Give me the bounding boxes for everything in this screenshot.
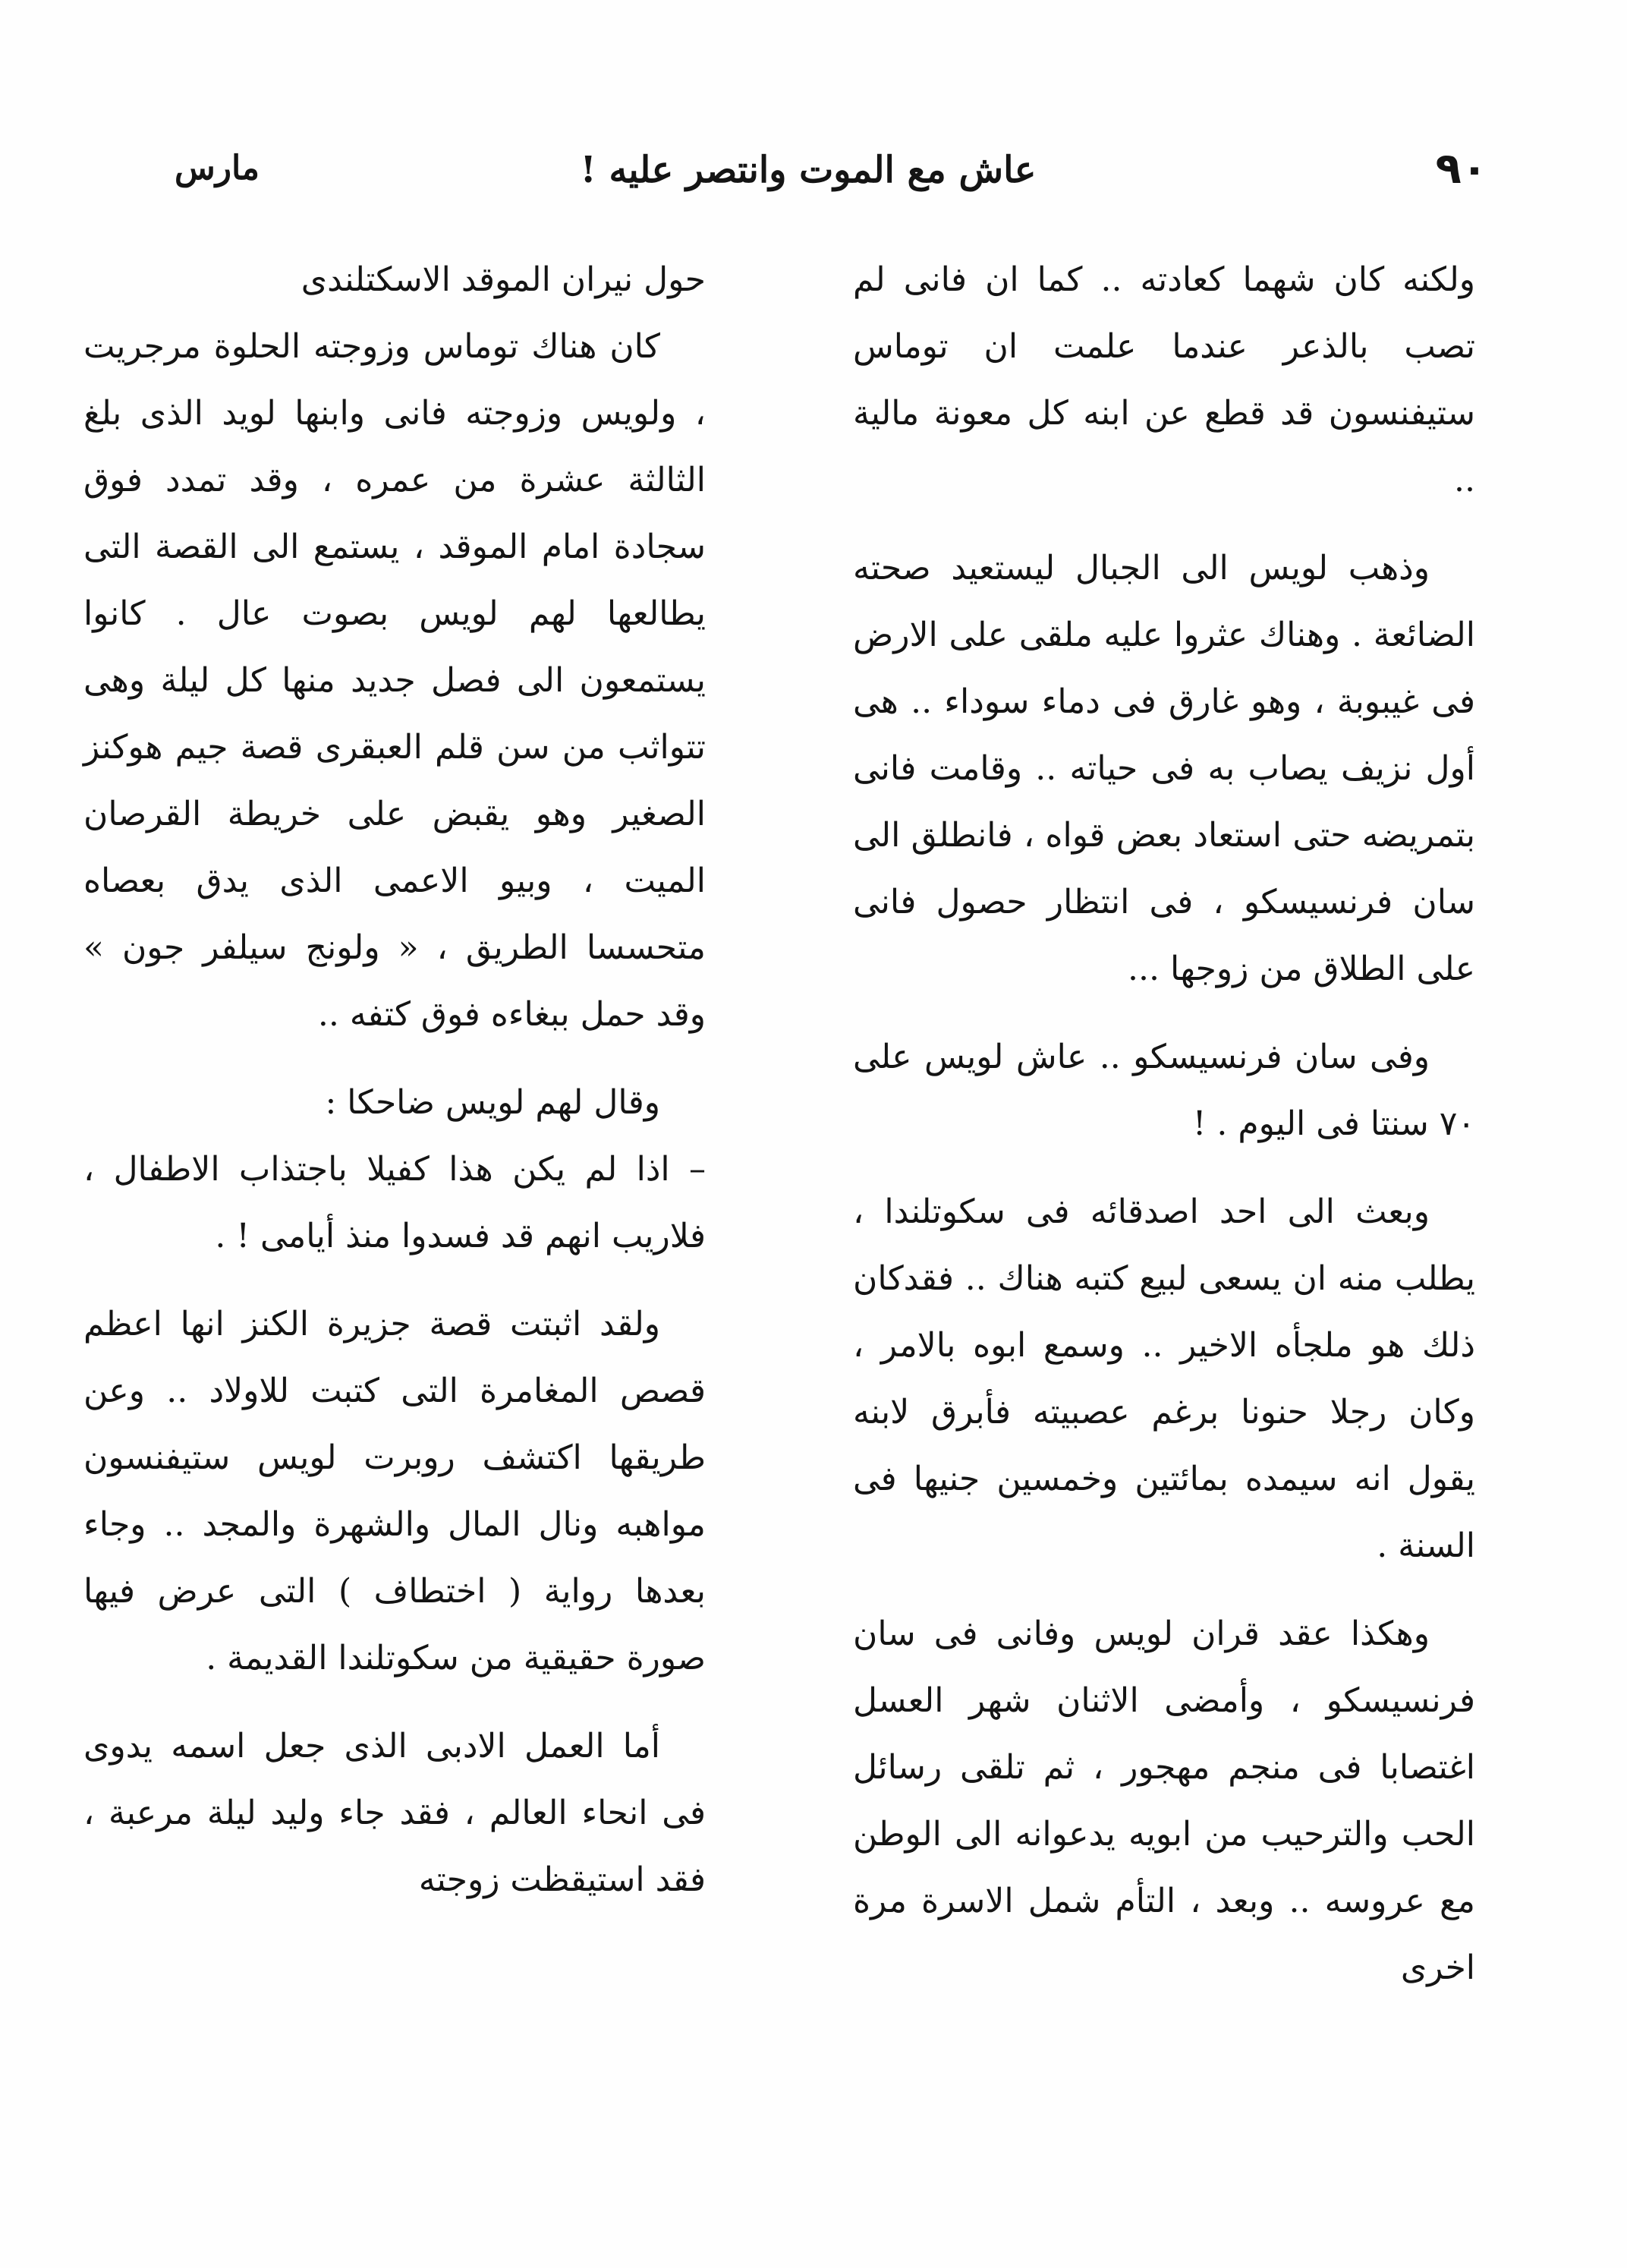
paragraph: كان هناك توماس وزوجته الحلوة مرجريت ، ولويس وزوجته فانى وابنها لويد الذى بلغ الثالثة عشرة من عمره ، وقد تمدد فوق سجادة امام الموقد ، يستمع الى القصة التى يطالعها لهم لويس بصوت عال . كانوا يستمعون الى فصل جديد منها كل ليلة وهى تتواثب من سن قلم العبقرى قصة جيم هوكنز الصغير وهو يقبض على خريطة القرصان الميت ، وبيو الاعمى الذى يدق بعصاه متحسسا الطريق ، « ولونج سيلفر جون » وقد حمل ببغاءه فوق كتفه .. bbox=[83, 327, 706, 1034]
paragraph: ولقد اثبتت قصة جزيرة الكنز انها اعظم قصص المغامرة التى كتبت للاولاد .. وعن طريقها اكتشف روبرت لويس ستيفنسون مواهبه ونال المال والشهرة والمجد .. وجاء بعدها رواية ( اختطاف ) التى عرض فيها صورة حقيقية من سكوتلندا القديمة . bbox=[83, 1305, 706, 1677]
paragraph: وذهب لويس الى الجبال ليستعيد صحته الضائعة . وهناك عثروا عليه ملقى على الارض فى غيبوبة ، وهو غارق فى دماء سوداء .. هى أول نزيف يصاب به فى حياته .. وقامت فانى بتمريضه حتى استعاد بعض قواه ، فانطلق الى سان فرنسيسكو ، فى انتظار حصول فانى على الطلاق من زوجها ... bbox=[853, 549, 1475, 988]
right-column bbox=[853, 247, 1475, 2023]
paragraph: – اذا لم يكن هذا كفيلا باجتذاب الاطفال ، فلاريب انهم قد فسدوا منذ أيامى ! . bbox=[83, 1150, 706, 1255]
running-title: عاش مع الموت وانتصر عليه ! bbox=[580, 149, 1037, 191]
paragraph: وفى سان فرنسيسكو .. عاش لويس على ٧٠ سنتا فى اليوم . ! bbox=[853, 1038, 1475, 1143]
paragraph: وبعث الى احد اصدقائه فى سكوتلندا ، يطلب منه ان يسعى لبيع كتبه هناك .. فقدكان ذلك هو ملجأه الاخير .. وسمع ابوه بالامر ، وكان رجلا حنونا برغم عصبيته فأبرق لابنه يقول انه سيمده بمائتين وخمسين جنيها فى السنة . bbox=[853, 1192, 1475, 1565]
page-header bbox=[114, 144, 1503, 213]
page-number: ٩٠ bbox=[1435, 144, 1487, 194]
paragraph: وقال لهم لويس ضاحكا : bbox=[325, 1083, 660, 1122]
paragraph: أما العمل الادبى الذى جعل اسمه يدوى فى انحاء العالم ، فقد جاء وليد ليلة مرعبة ، فقد استيقظت زوجته bbox=[83, 1727, 706, 1899]
magazine-name: مارس bbox=[175, 149, 260, 187]
paragraph: وهكذا عقد قران لويس وفانى فى سان فرنسيسكو ، وأمضى الاثنان شهر العسل اغتصابا فى منجم مهجور ، ثم تلقى رسائل الحب والترحيب من ابويه يدعوانه الى الوطن مع عروسه .. وبعد ، التأم شمل الاسرة مرة اخرى bbox=[853, 1614, 1475, 1987]
section-heading: حول نيران الموقد الاسكتلندى bbox=[301, 260, 706, 299]
paragraph: ولكنه كان شهما كعادته .. كما ان فانى لم تصب بالذعر عندما علمت ان توماس ستيفنسون قد قطع عن ابنه كل معونة مالية .. bbox=[853, 260, 1475, 499]
left-column bbox=[83, 247, 706, 1935]
